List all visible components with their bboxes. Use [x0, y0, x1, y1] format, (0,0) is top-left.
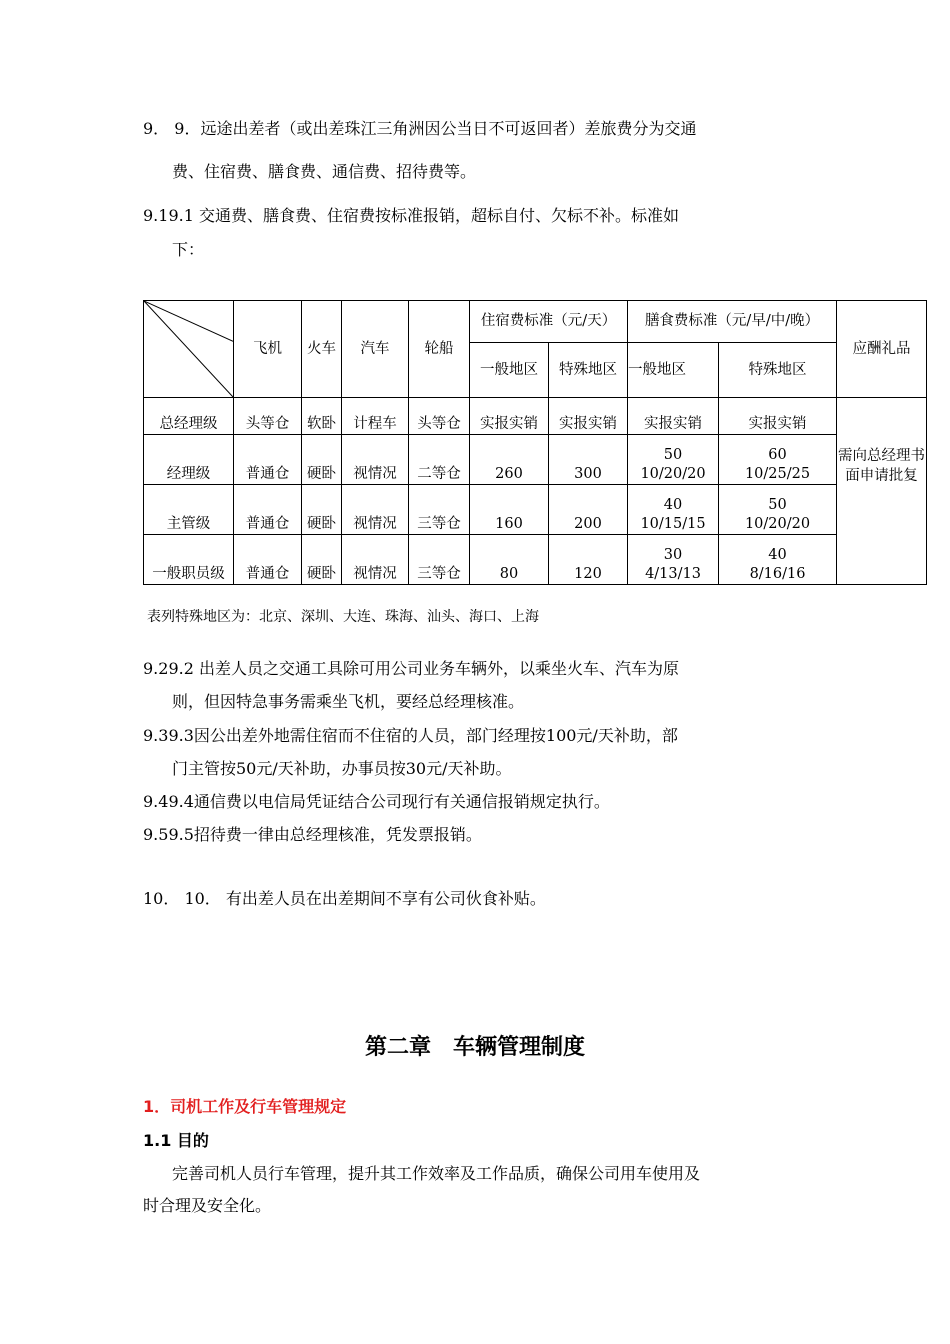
row-plane: 头等仓	[234, 398, 302, 435]
meal-general-detail: 10/20/20	[640, 466, 706, 482]
row-level: 一般职员级	[144, 535, 234, 585]
expense-standard-table	[143, 300, 927, 585]
paragraph-9-3-line1: 9.39.3因公出差外地需住宿而不住宿的人员，部门经理按100元/天补助，部	[143, 726, 678, 745]
header-lodging-general: 一般地区	[470, 343, 549, 398]
row-meal-general	[628, 398, 719, 435]
purpose-line1: 完善司机人员行车管理，提升其工作效率及工作品质，确保公司用车使用及	[172, 1164, 701, 1183]
row-level: 经理级	[144, 435, 234, 485]
table-row	[144, 398, 927, 435]
paragraph-9-1-line1: 9.19.1 交通费、膳食费、住宿费按标准报销，超标自付、欠标不补。标准如	[143, 206, 679, 225]
paragraph-9-5: 9.59.5招待费一律由总经理核准，凭发票报销。	[143, 825, 482, 844]
paragraph-9-2-line1: 9.29.2 出差人员之交通工具除可用公司业务车辆外，以乘坐火车、汽车为原	[143, 659, 679, 678]
paragraph-9-4: 9.49.4通信费以电信局凭证结合公司现行有关通信报销规定执行。	[143, 792, 610, 811]
row-plane: 普通仓	[234, 485, 302, 535]
row-meal-general	[628, 535, 719, 585]
header-ship: 轮船	[409, 301, 470, 398]
paragraph-9-3-line2: 门主管按50元/天补助，办事员按30元/天补助。	[172, 759, 512, 778]
row-lodge-general: 实报实销	[470, 398, 549, 435]
row-plane: 普通仓	[234, 535, 302, 585]
row-meal-special	[719, 485, 837, 535]
row-plane: 普通仓	[234, 435, 302, 485]
row-car: 计程车	[342, 398, 409, 435]
row-car: 视情况	[342, 535, 409, 585]
row-level: 主管级	[144, 485, 234, 535]
table-row	[144, 485, 927, 535]
row-ship: 三等仓	[409, 485, 470, 535]
meal-general-detail: 4/13/13	[645, 566, 701, 582]
section-1-title: 1．司机工作及行车管理规定	[143, 1097, 347, 1116]
meal-special-detail: 实报实销	[748, 416, 807, 432]
meal-special-detail: 10/20/20	[744, 516, 811, 532]
table-row	[144, 535, 927, 585]
row-lodge-general: 160	[470, 485, 549, 535]
row-ship: 三等仓	[409, 535, 470, 585]
header-gifts: 应酬礼品	[837, 301, 927, 398]
header-meals: 膳食费标准（元/早/中/晚）	[628, 301, 837, 343]
row-train: 硬卧	[302, 485, 342, 535]
header-car: 汽车	[342, 301, 409, 398]
special-area-note: 表列特殊地区为：北京、深圳、大连、珠海、汕头、海口、上海	[147, 609, 539, 625]
meal-general-detail: 10/15/15	[640, 516, 706, 532]
header-meal-special: 特殊地区	[719, 343, 837, 398]
section-1-1-title: 1.1 目的	[143, 1131, 209, 1150]
table-row	[144, 435, 927, 485]
row-ship: 头等仓	[409, 398, 470, 435]
meal-special-total: 50	[768, 497, 787, 513]
header-lodging-special: 特殊地区	[549, 343, 628, 398]
row-meal-special	[719, 535, 837, 585]
meal-special-total: 40	[768, 547, 787, 563]
paragraph-9-line1: 9． 9．远途出差者（或出差珠江三角洲因公当日不可返回者）差旅费分为交通	[143, 119, 697, 138]
paragraph-10: 10． 10． 有出差人员在出差期间不享有公司伙食补贴。	[143, 889, 546, 908]
meal-special-detail: 8/16/16	[749, 566, 806, 582]
paragraph-9-2-line2: 则，但因特急事务需乘坐飞机，要经总经理核准。	[172, 692, 525, 711]
row-train: 硬卧	[302, 535, 342, 585]
meal-general-total: 30	[663, 547, 683, 563]
row-train: 软卧	[302, 398, 342, 435]
row-meal-general	[628, 485, 719, 535]
row-lodge-general: 260	[470, 435, 549, 485]
row-train: 硬卧	[302, 435, 342, 485]
header-lodging: 住宿费标准（元/天）	[470, 301, 628, 343]
meal-general-total: 40	[663, 497, 683, 513]
row-lodge-special: 120	[549, 535, 628, 585]
row-meal-general	[628, 435, 719, 485]
row-car: 视情况	[342, 435, 409, 485]
purpose-line2: 时合理及安全化。	[143, 1196, 272, 1215]
row-car: 视情况	[342, 485, 409, 535]
gift-note-cell: 需向总经理书面申请批复	[837, 398, 927, 585]
row-meal-special	[719, 435, 837, 485]
row-ship: 二等仓	[409, 435, 470, 485]
chapter-title: 第二章 车辆管理制度	[364, 1035, 585, 1060]
row-lodge-special: 200	[549, 485, 628, 535]
row-level: 总经理级	[144, 398, 234, 435]
row-lodge-special: 300	[549, 435, 628, 485]
header-train: 火车	[302, 301, 342, 398]
header-plane: 飞机	[234, 301, 302, 398]
diagonal-lines	[144, 301, 233, 397]
header-meal-general: 一般地区	[628, 343, 719, 398]
paragraph-9-line2: 费、住宿费、膳食费、通信费、招待费等。	[172, 162, 477, 181]
paragraph-9-1-line2: 下：	[172, 240, 205, 259]
row-lodge-special: 实报实销	[549, 398, 628, 435]
meal-special-detail: 10/25/25	[744, 466, 811, 482]
meal-general-detail: 实报实销	[644, 416, 703, 432]
table-corner-cell	[144, 301, 234, 398]
meal-general-total: 50	[663, 447, 683, 463]
meal-special-total: 60	[768, 447, 787, 463]
row-lodge-general: 80	[470, 535, 549, 585]
row-meal-special	[719, 398, 837, 435]
